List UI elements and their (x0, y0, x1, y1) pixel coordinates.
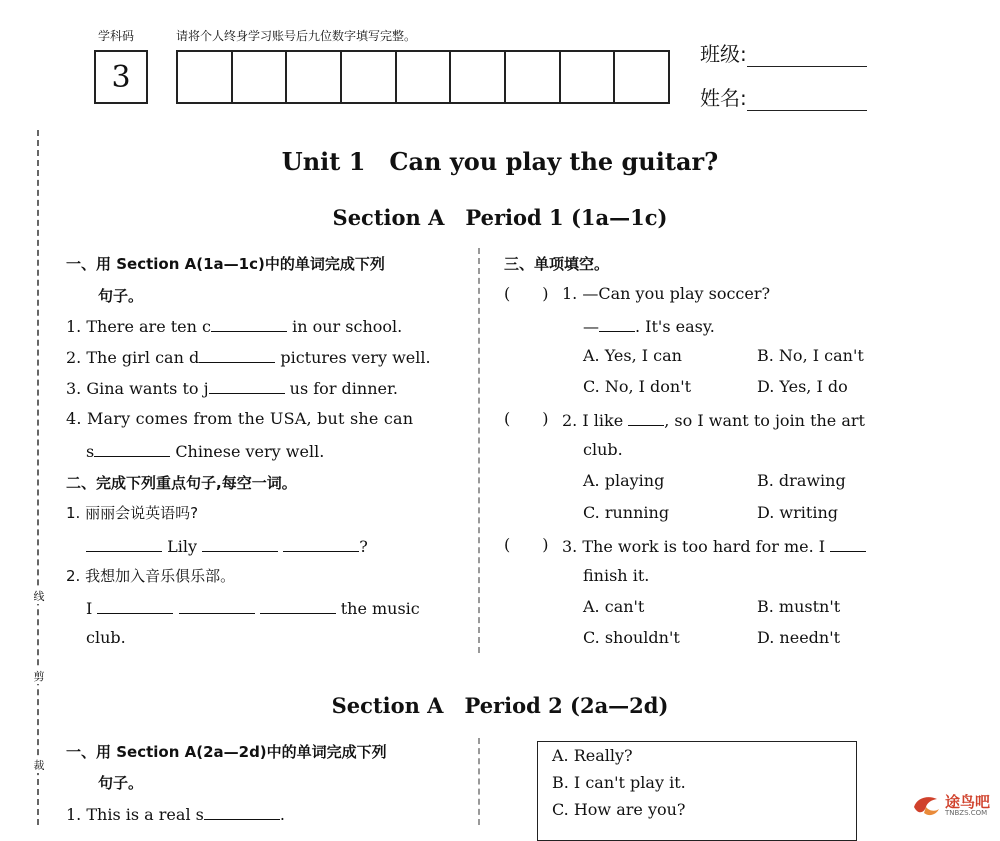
tq1-blank-1[interactable] (86, 535, 162, 552)
translate-answer-1 (86, 535, 368, 557)
fill-question-4-cont (86, 440, 324, 462)
subject-code-label: 学科码 (98, 29, 135, 43)
account-digit-boxes[interactable] (176, 50, 670, 104)
part1-heading-cont: 句子。 (98, 287, 144, 305)
p2-part1-heading-cont: 句子。 (98, 774, 144, 792)
subject-code-value: 3 (111, 59, 131, 95)
mc3-option-c: C. shouldn't (583, 628, 680, 647)
p2-fill-question-1 (66, 803, 285, 825)
fill-question-1 (66, 315, 402, 337)
tq2-blank-1[interactable] (97, 597, 173, 614)
mc2-option-d: D. writing (757, 503, 838, 522)
mc3-blank[interactable] (830, 535, 866, 552)
dialogue-options-box (537, 741, 857, 841)
class-field[interactable] (700, 38, 867, 67)
mc1-blank[interactable] (599, 315, 635, 332)
translate-question-1: 1. 丽丽会说英语吗? (66, 504, 199, 522)
digit-cell[interactable] (451, 52, 506, 102)
q1-text-b: in our school. (292, 317, 403, 336)
fill-question-3 (66, 377, 398, 399)
digit-cell[interactable] (178, 52, 233, 102)
mc1-option-d: D. Yes, I do (757, 377, 848, 396)
mc2-option-a: A. playing (583, 471, 665, 490)
mc1-dash: — (583, 317, 599, 336)
translate-answer-2 (86, 597, 420, 619)
q4-blank[interactable] (94, 440, 170, 457)
box-item-b: B. I can't play it. (552, 773, 686, 792)
watermark-sub: TNBZS.COM (944, 809, 988, 817)
translate-answer-2-cont: club. (86, 628, 126, 647)
q2-text-b: pictures very well. (280, 348, 431, 367)
box-item-c: C. How are you? (552, 800, 686, 819)
translate-question-2: 2. 我想加入音乐俱乐部。 (66, 567, 236, 585)
name-label: 姓名: (700, 86, 747, 110)
tq1-blank-2[interactable] (202, 535, 278, 552)
part2-heading: 二、完成下列重点句子,每空一词。 (66, 474, 297, 492)
subject-code-box (94, 50, 148, 104)
class-blank[interactable] (747, 46, 867, 67)
tq1-blank-3[interactable] (283, 535, 359, 552)
fill-question-2 (66, 346, 431, 368)
unit-title: Unit 1 Can you play the guitar? (281, 147, 719, 176)
class-label: 班级: (700, 42, 747, 66)
q1-blank[interactable] (211, 315, 287, 332)
digit-cell[interactable] (506, 52, 561, 102)
part3-heading: 三、单项填空。 (504, 255, 610, 273)
mc3-option-b: B. mustn't (757, 597, 841, 616)
column-separator-2 (478, 738, 480, 825)
cut-label-xian: 线 (31, 588, 47, 604)
mc3-option-a: A. can't (583, 597, 645, 616)
part1-heading: 一、用 Section A(1a—1c)中的单词完成下列 (66, 255, 385, 273)
cut-label-jian: 剪 (31, 668, 47, 684)
mc2-option-b: B. drawing (757, 471, 846, 490)
mc2-stem-b: , so I want to join the art (664, 411, 865, 430)
bird-logo-icon (911, 793, 941, 819)
mc2-paren[interactable]: ( ) (504, 409, 549, 428)
digit-cell[interactable] (287, 52, 342, 102)
mc2-stem-a: 2. I like (562, 411, 624, 430)
account-instruction: 请将个人终身学习账号后九位数字填写完整。 (176, 29, 417, 43)
mc3-stem-text: 3. The work is too hard for me. I (562, 537, 826, 556)
digit-cell[interactable] (233, 52, 288, 102)
digit-cell[interactable] (615, 52, 668, 102)
tq2-end: the music (340, 599, 420, 618)
tq2-blank-2[interactable] (179, 597, 255, 614)
q4-text-b: Chinese very well. (175, 442, 325, 461)
mc1-stem: 1. —Can you play soccer? (562, 284, 771, 303)
fill-question-4: 4. Mary comes from the USA, but she can (66, 409, 414, 428)
mc1-paren[interactable]: ( ) (504, 284, 549, 303)
mc1-option-b: B. No, I can't (757, 346, 864, 365)
name-blank[interactable] (747, 90, 867, 111)
column-separator (478, 248, 480, 653)
tq1-end: ? (359, 537, 368, 556)
q3-text-a: 3. Gina wants to j (66, 379, 209, 398)
p2-q1-text-b: . (279, 805, 285, 824)
mc2-blank[interactable] (628, 409, 664, 426)
mc1-stem-end: . It's easy. (635, 317, 715, 336)
mc3-paren[interactable]: ( ) (504, 535, 549, 554)
mc3-stem (562, 535, 866, 557)
box-item-a: A. Really? (552, 746, 633, 765)
watermark (911, 793, 990, 819)
mc2-stem-2: club. (583, 440, 623, 459)
q4-text-a: s (86, 442, 95, 461)
p2-q1-blank[interactable] (204, 803, 280, 820)
p2-part1-heading: 一、用 Section A(2a—2d)中的单词完成下列 (66, 743, 387, 761)
tq1-lily: Lily (167, 537, 197, 556)
cut-label-cai: 裁 (31, 757, 47, 773)
mc2-option-c: C. running (583, 503, 670, 522)
q2-text-a: 2. The girl can d (66, 348, 200, 367)
q2-blank[interactable] (199, 346, 275, 363)
q1-text-a: 1. There are ten c (66, 317, 211, 336)
watermark-text: 途鸟吧 (944, 793, 990, 811)
digit-cell[interactable] (342, 52, 397, 102)
period1-title: Section A Period 1 (1a—1c) (332, 205, 668, 230)
mc3-stem-2: finish it. (583, 566, 650, 585)
tq2-blank-3[interactable] (260, 597, 336, 614)
period2-title: Section A Period 2 (2a—2d) (331, 693, 669, 718)
name-field[interactable] (700, 82, 867, 111)
q3-blank[interactable] (209, 377, 285, 394)
mc2-stem (562, 409, 865, 431)
cut-line (37, 130, 39, 825)
digit-cell[interactable] (561, 52, 616, 102)
mc1-stem-2 (583, 315, 715, 337)
digit-cell[interactable] (397, 52, 452, 102)
mc1-option-c: C. No, I don't (583, 377, 692, 396)
mc3-option-d: D. needn't (757, 628, 841, 647)
p2-q1-text-a: 1. This is a real s (66, 805, 204, 824)
tq2-start: I (86, 599, 93, 618)
q3-text-b: us for dinner. (289, 379, 398, 398)
mc1-option-a: A. Yes, I can (583, 346, 682, 365)
